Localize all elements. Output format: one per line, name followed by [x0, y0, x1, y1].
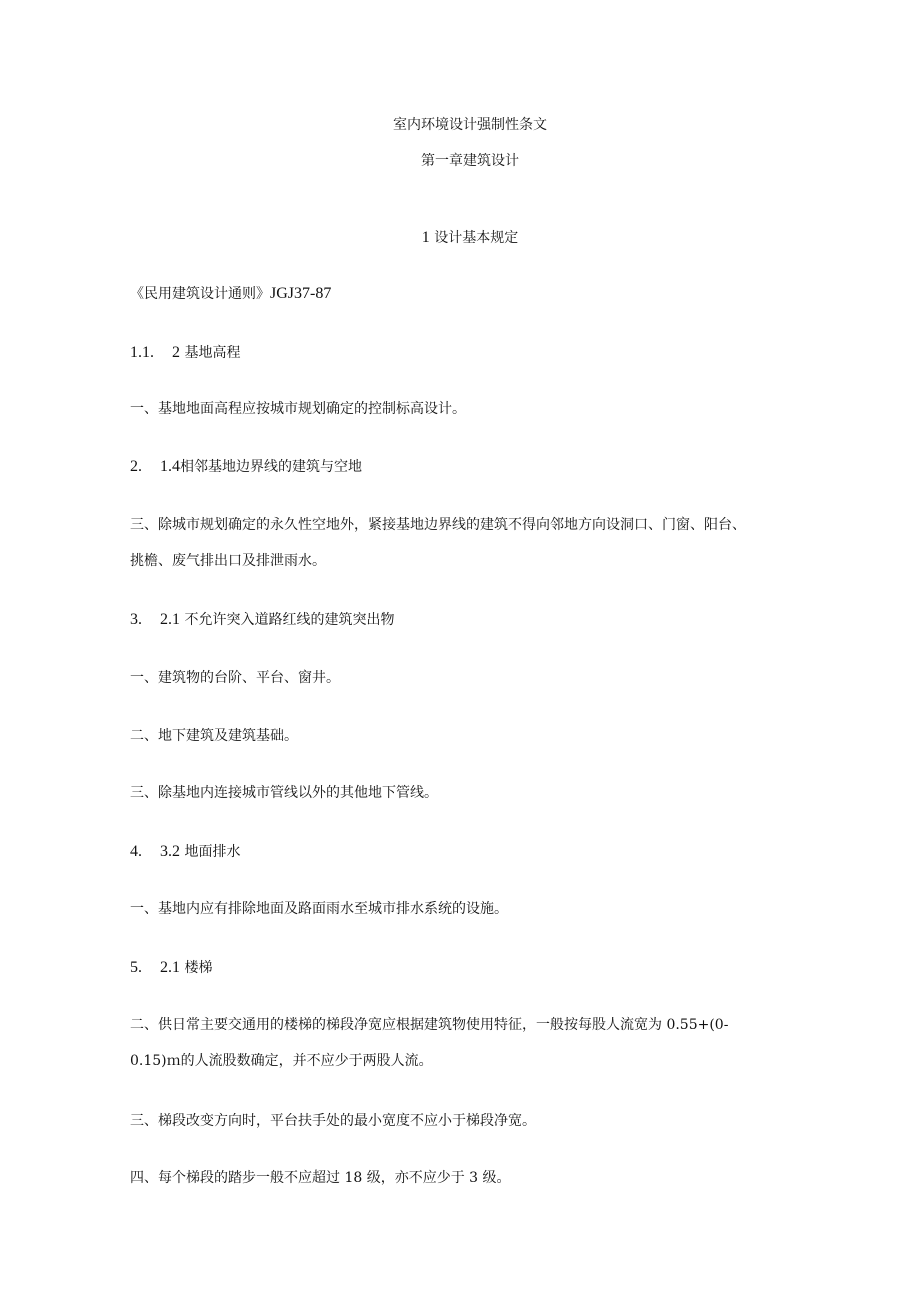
- clause-title: 不允许突入道路红线的建筑突出物: [184, 612, 395, 628]
- clause-heading: [130, 843, 240, 861]
- clause-title: 楼梯: [184, 960, 213, 976]
- clause-number-a: 5.: [130, 959, 142, 976]
- paragraph: 一、基地内应有排除地面及路面雨水至城市排水系统的设施。: [130, 901, 508, 917]
- clause-heading: [130, 344, 240, 362]
- paragraph: 三、梯段改变方向时，平台扶手处的最小宽度不应小于梯段净宽。: [130, 1113, 536, 1129]
- source-code: JGJ37-87: [270, 285, 332, 302]
- paragraph: 一、建筑物的台阶、平台、窗井。: [130, 670, 340, 686]
- paragraph-continuation: 0.15)ｍ的人流股数确定，并不应少于两股人流。: [130, 1053, 433, 1069]
- section-number: 1: [421, 229, 430, 246]
- paragraph: 二、供日常主要交通用的楼梯的梯段净宽应根据建筑物使用特征，一般按每股人流宽为 0.55+(0-: [130, 1017, 729, 1033]
- section-heading: [0, 229, 920, 247]
- paragraph: 三、除城市规划确定的永久性空地外，紧接基地边界线的建筑不得向邻地方向设洞口、门窗、阳台、: [130, 517, 746, 533]
- source-name: 《民用建筑设计通则》: [130, 286, 270, 302]
- clause-number-a: 2.: [130, 458, 142, 475]
- section-title: 设计基本规定: [434, 230, 519, 246]
- chapter-heading: 第一章建筑设计: [421, 153, 519, 169]
- clause-title: 地面排水: [184, 844, 241, 860]
- clause-number-b: 2.1: [160, 611, 180, 628]
- clause-number-a: 1.1.: [130, 344, 154, 361]
- paragraph: 四、每个梯段的踏步一般不应超过 18 级，亦不应少于 3 级。: [130, 1170, 511, 1186]
- clause-title: 相邻基地边界线的建筑与空地: [180, 459, 362, 475]
- clause-number-b: 1.4: [160, 458, 180, 475]
- clause-title: 基地高程: [184, 345, 241, 361]
- clause-number-a: 3.: [130, 611, 142, 628]
- paragraph: 三、除基地内连接城市管线以外的其他地下管线。: [130, 785, 438, 801]
- clause-number-b: 3.2: [160, 843, 180, 860]
- paragraph-continuation: 挑檐、废气排出口及排泄雨水。: [130, 553, 326, 569]
- paragraph: 二、地下建筑及建筑基础。: [130, 728, 298, 744]
- clause-heading: [130, 611, 394, 629]
- clause-heading: [130, 458, 362, 476]
- clause-number-a: 4.: [130, 843, 142, 860]
- clause-heading: [130, 959, 212, 977]
- clause-number-b: 2: [172, 344, 180, 361]
- clause-number-b: 2.1: [160, 959, 180, 976]
- paragraph: 一、基地地面高程应按城市规划确定的控制标高设计。: [130, 401, 466, 417]
- source-reference: [130, 285, 331, 303]
- document-title: 室内环境设计强制性条文: [393, 117, 547, 133]
